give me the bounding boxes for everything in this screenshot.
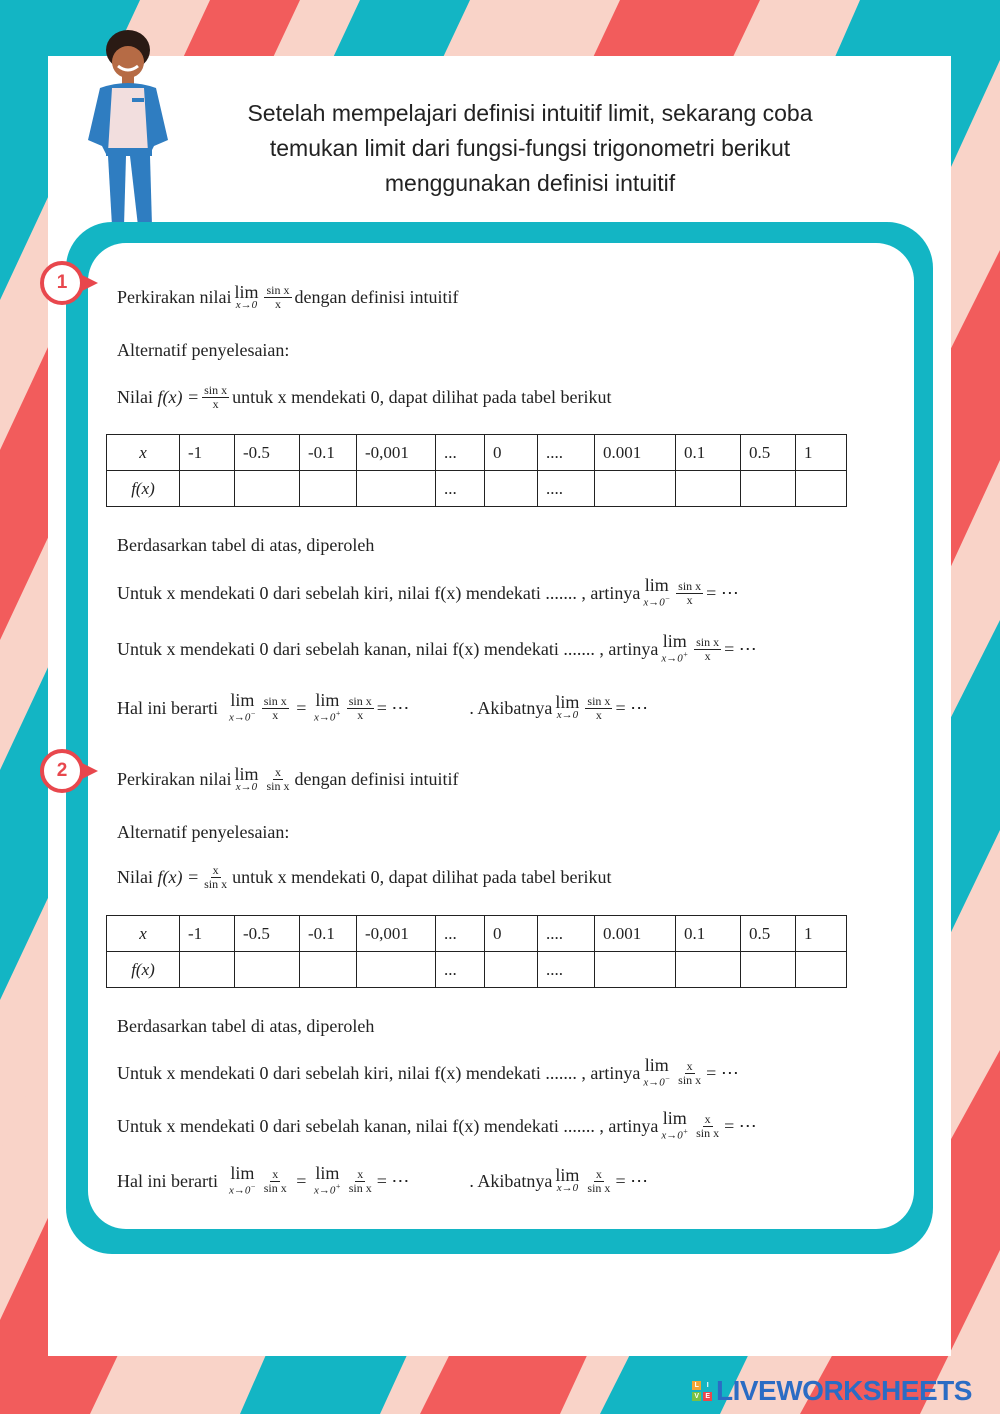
heading-line-2: temukan limit dari fungsi-fungsi trigonometri berikut xyxy=(269,135,791,161)
limit-expression xyxy=(234,281,259,311)
prompt-text-end: dengan definisi intuitif xyxy=(294,769,459,789)
denominator: sin x xyxy=(204,877,228,891)
limit-expression xyxy=(313,690,341,724)
conclusion-text-mid: . Akibatnya xyxy=(469,697,553,718)
function-text-end: untuk x mendekati 0, dapat dilihat pada tabel berikut xyxy=(232,867,612,887)
answer-cell[interactable] xyxy=(300,952,357,988)
minus-sign: − xyxy=(664,594,671,603)
function-label: f(x) = xyxy=(157,387,200,407)
denominator: x xyxy=(274,297,281,311)
limit-expression xyxy=(661,631,689,665)
answer-cell[interactable] xyxy=(485,952,538,988)
fraction xyxy=(262,1168,289,1195)
lim-subscript: x→0 xyxy=(235,298,258,311)
problem-2-right-limit xyxy=(117,1108,757,1142)
numerator: x xyxy=(357,1166,364,1181)
lim-subscript-text: x→0 xyxy=(643,1076,665,1089)
table-cell: .... xyxy=(538,952,595,988)
denominator: x xyxy=(704,648,711,663)
answer-placeholder[interactable]: = ⋯ xyxy=(724,1115,757,1136)
limit-expression xyxy=(661,1108,689,1142)
lim-label: lim xyxy=(234,763,259,784)
problem-1-function-line xyxy=(117,384,612,411)
answer-cell[interactable] xyxy=(357,471,436,507)
table-header-fx: f(x) xyxy=(107,471,180,507)
limit-expression xyxy=(228,1163,256,1197)
lim-label: lim xyxy=(315,690,340,710)
conclusion-text-mid: . Akibatnya xyxy=(469,1170,553,1191)
table-cell: ... xyxy=(436,471,485,507)
lim-subscript: x→0 xyxy=(235,780,258,793)
table-cell: 0.001 xyxy=(595,435,676,471)
answer-cell[interactable] xyxy=(595,471,676,507)
denominator: x xyxy=(686,592,693,607)
heading-line-3: menggunakan definisi intuitif xyxy=(384,170,676,196)
table-cell: -0,001 xyxy=(357,916,436,952)
logo-letter: I xyxy=(703,1381,712,1390)
liveworksheets-logo[interactable] xyxy=(692,1375,972,1407)
fraction xyxy=(676,580,703,607)
fraction xyxy=(202,864,229,891)
fraction xyxy=(347,1168,374,1195)
limit-expression xyxy=(313,1163,341,1197)
lim-subscript-text: x→0 xyxy=(313,1184,336,1197)
answer-placeholder[interactable]: = ⋯ xyxy=(706,1062,739,1083)
problem-2-derived-label: Berdasarkan tabel di atas, diperoleh xyxy=(117,1016,375,1036)
problem-2-badge xyxy=(40,749,84,793)
denominator: x xyxy=(212,397,219,411)
lim-subscript xyxy=(643,593,670,609)
table-cell: 1 xyxy=(796,916,847,952)
answer-cell[interactable] xyxy=(180,952,235,988)
problem-2-value-table xyxy=(106,915,847,988)
denominator: x xyxy=(272,707,279,722)
answer-cell[interactable] xyxy=(300,471,357,507)
brand-name: LIVEWORKSHEETS xyxy=(716,1375,972,1406)
fraction xyxy=(585,1168,612,1195)
numerator: sin x xyxy=(587,693,611,708)
table-cell: -0,001 xyxy=(357,435,436,471)
lim-subscript xyxy=(229,708,256,724)
table-cell: ... xyxy=(436,916,485,952)
limit-expression xyxy=(555,692,580,722)
problem-2-conclusion: Hal ini berarti lim x→0− $\frac{x}{\text{sin x}}$ = lim x→0+ $\frac{x}{\text{sin x}}$ = ⋯ . Akibatnya lim x→0 $\frac{x}{\text{sin x}}$ = ⋯ xyxy=(117,1163,649,1197)
answer-cell[interactable] xyxy=(676,952,741,988)
student-character-illustration xyxy=(70,28,190,246)
table-header-x: x xyxy=(107,916,180,952)
problem-1-derived-label: Berdasarkan tabel di atas, diperoleh xyxy=(117,535,375,555)
function-text-end: untuk x mendekati 0, dapat dilihat pada tabel berikut xyxy=(232,387,612,407)
limit-expression xyxy=(643,575,671,609)
table-cell: 0.001 xyxy=(595,916,676,952)
table-cell: -1 xyxy=(180,916,235,952)
lim-subscript-text: x→0 xyxy=(661,1129,683,1142)
table-cell: ... xyxy=(436,435,485,471)
table-cell: .... xyxy=(538,471,595,507)
fraction xyxy=(585,695,612,722)
answer-cell[interactable] xyxy=(741,952,796,988)
answer-placeholder[interactable]: = ⋯ xyxy=(376,697,410,718)
fraction xyxy=(202,384,229,411)
table-cell: 0.5 xyxy=(741,435,796,471)
answer-cell[interactable] xyxy=(676,471,741,507)
lim-label: lim xyxy=(230,1163,255,1183)
conclusion-text: Hal ini berarti xyxy=(117,697,218,718)
lim-subscript xyxy=(229,1181,256,1197)
limit-expression xyxy=(555,1165,580,1195)
lim-label: lim xyxy=(234,281,259,302)
table-row xyxy=(107,952,847,988)
answer-cell[interactable] xyxy=(235,471,300,507)
denominator: sin x xyxy=(263,1180,287,1195)
table-cell: 1 xyxy=(796,435,847,471)
minus-sign: − xyxy=(664,1074,671,1083)
answer-placeholder[interactable]: = ⋯ xyxy=(615,697,649,718)
lim-label: lim xyxy=(662,631,687,651)
right-limit-text: Untuk x mendekati 0 dari sebelah kanan, nilai f(x) mendekati ....... , artinya xyxy=(117,638,659,659)
answer-cell[interactable] xyxy=(235,952,300,988)
problem-2-function-line xyxy=(117,864,612,891)
answer-cell[interactable] xyxy=(796,952,847,988)
numerator: sin x xyxy=(266,283,290,297)
table-cell: -0.5 xyxy=(235,916,300,952)
table-cell: .... xyxy=(538,435,595,471)
numerator: sin x xyxy=(696,634,720,649)
numerator: sin x xyxy=(678,578,702,593)
lim-label: lim xyxy=(644,575,669,595)
logo-letter: V xyxy=(692,1392,701,1401)
lim-subscript-text: x→0 xyxy=(228,1184,251,1197)
numerator: sin x xyxy=(263,693,287,708)
lim-subscript: x→0 xyxy=(556,709,579,722)
answer-placeholder[interactable]: = ⋯ xyxy=(376,1170,410,1191)
numerator: x xyxy=(272,1166,279,1181)
answer-placeholder[interactable]: = ⋯ xyxy=(615,1170,649,1191)
table-cell: .... xyxy=(538,916,595,952)
problem-2-prompt xyxy=(117,763,459,793)
lim-label: lim xyxy=(315,1163,340,1183)
problem-1-value-table xyxy=(106,434,847,507)
function-text: Nilai xyxy=(117,387,153,407)
lim-label: lim xyxy=(555,692,580,713)
limit-expression xyxy=(643,1055,671,1089)
numerator: x xyxy=(704,1111,711,1126)
problem-1-left-limit xyxy=(117,575,739,609)
table-cell: -1 xyxy=(180,435,235,471)
lim-subscript xyxy=(661,1126,688,1142)
table-cell: 0.1 xyxy=(676,435,741,471)
conclusion-text: Hal ini berarti xyxy=(117,1170,218,1191)
numerator: x xyxy=(595,1166,602,1181)
prompt-text: Perkirakan nilai xyxy=(117,769,232,789)
plus-sign: + xyxy=(682,650,689,659)
table-cell: -0.1 xyxy=(300,435,357,471)
answer-cell[interactable] xyxy=(357,952,436,988)
problem-1-prompt xyxy=(117,281,459,311)
problem-1-alternative-label: Alternatif penyelesaian: xyxy=(117,340,290,360)
numerator: x xyxy=(686,1058,693,1073)
minus-sign: − xyxy=(250,709,256,718)
lim-subscript-text: x→0 xyxy=(228,711,251,724)
fraction xyxy=(262,695,289,722)
table-row xyxy=(107,916,847,952)
problem-2-number: 2 xyxy=(56,760,68,781)
lim-subscript-text: x→0 xyxy=(643,596,665,609)
table-cell: -0.1 xyxy=(300,916,357,952)
lim-label: lim xyxy=(230,690,255,710)
denominator: x xyxy=(357,707,364,722)
plus-sign: + xyxy=(335,709,341,718)
prompt-text: Perkirakan nilai xyxy=(117,287,232,307)
lim-subscript xyxy=(643,1073,670,1089)
fraction xyxy=(694,636,721,663)
table-cell: 0.1 xyxy=(676,916,741,952)
lim-label: lim xyxy=(662,1108,687,1128)
lim-subscript: x→0 xyxy=(556,1182,579,1195)
logo-letter: L xyxy=(692,1381,701,1390)
answer-cell[interactable] xyxy=(741,471,796,507)
problem-2-left-limit xyxy=(117,1055,739,1089)
numerator: sin x xyxy=(348,693,372,708)
function-text: Nilai xyxy=(117,867,153,887)
problem-1-number: 1 xyxy=(56,272,68,293)
function-label: f(x) = xyxy=(157,867,200,887)
table-cell: 0 xyxy=(485,435,538,471)
answer-cell[interactable] xyxy=(796,471,847,507)
fraction xyxy=(264,766,291,793)
answer-placeholder[interactable]: = ⋯ xyxy=(724,638,757,659)
denominator: sin x xyxy=(587,1180,611,1195)
liveworksheets-logo-icon xyxy=(692,1381,712,1401)
table-cell: 0.5 xyxy=(741,916,796,952)
right-limit-text: Untuk x mendekati 0 dari sebelah kanan, nilai f(x) mendekati ....... , artinya xyxy=(117,1115,659,1136)
fraction xyxy=(264,284,291,311)
answer-cell[interactable] xyxy=(595,952,676,988)
prompt-text-end: dengan definisi intuitif xyxy=(294,287,459,307)
numerator: sin x xyxy=(204,383,228,397)
lim-label: lim xyxy=(555,1165,580,1186)
lim-label: lim xyxy=(644,1055,669,1075)
problem-1-conclusion: Hal ini berarti lim x→0− $\frac{\text{sin x}}{x}$ = lim x→0+ $\frac{\text{sin x}}{x}$ = ⋯ . Akibatnya lim x→0 $\frac{\text{sin x}}{x}$ = ⋯ xyxy=(117,690,649,724)
lim-subscript-text: x→0 xyxy=(313,711,336,724)
heading-line-1: Setelah mempelajari definisi intuitif limit, sekarang coba xyxy=(247,100,813,126)
table-row xyxy=(107,471,847,507)
lim-subscript xyxy=(314,708,341,724)
table-cell: 0 xyxy=(485,916,538,952)
denominator: sin x xyxy=(696,1125,720,1140)
limit-expression xyxy=(234,763,259,793)
table-header-x: x xyxy=(107,435,180,471)
numerator: x xyxy=(212,863,219,877)
plus-sign: + xyxy=(682,1127,689,1136)
denominator: sin x xyxy=(266,779,290,793)
limit-expression xyxy=(228,690,256,724)
answer-placeholder[interactable]: = ⋯ xyxy=(706,582,739,603)
left-limit-text: Untuk x mendekati 0 dari sebelah kiri, nilai f(x) mendekati ....... , artinya xyxy=(117,582,641,603)
problem-1-right-limit xyxy=(117,631,757,665)
plus-sign: + xyxy=(335,1182,341,1191)
answer-cell[interactable] xyxy=(180,471,235,507)
denominator: sin x xyxy=(678,1072,702,1087)
lim-subscript-text: x→0 xyxy=(661,652,683,665)
logo-letter: E xyxy=(703,1392,712,1401)
lim-subscript xyxy=(314,1181,341,1197)
table-row xyxy=(107,435,847,471)
lim-subscript xyxy=(661,649,688,665)
instruction-heading xyxy=(200,96,860,201)
minus-sign: − xyxy=(250,1182,256,1191)
table-cell: -0.5 xyxy=(235,435,300,471)
denominator: x xyxy=(595,707,602,722)
fraction xyxy=(347,695,374,722)
table-cell: ... xyxy=(436,952,485,988)
problem-2-alternative-label: Alternatif penyelesaian: xyxy=(117,822,290,842)
fraction xyxy=(676,1060,703,1087)
table-header-fx: f(x) xyxy=(107,952,180,988)
answer-cell[interactable] xyxy=(485,471,538,507)
numerator: x xyxy=(274,765,281,779)
denominator: sin x xyxy=(348,1180,372,1195)
fraction xyxy=(694,1113,721,1140)
problem-1-badge xyxy=(40,261,84,305)
left-limit-text: Untuk x mendekati 0 dari sebelah kiri, nilai f(x) mendekati ....... , artinya xyxy=(117,1062,641,1083)
